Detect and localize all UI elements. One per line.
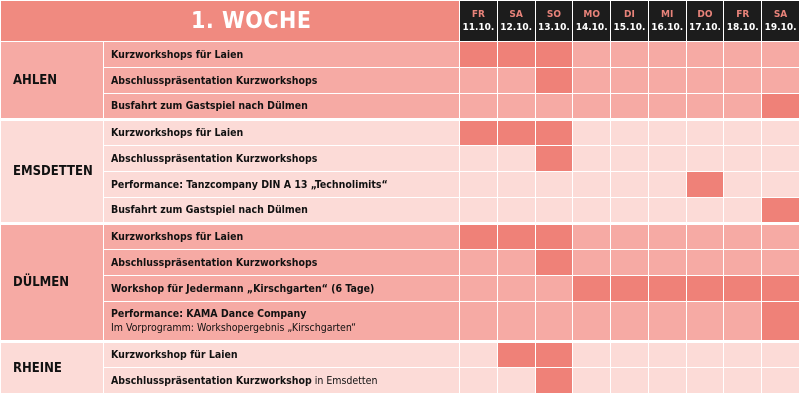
day-date: 16.10.	[651, 22, 684, 33]
day-of-week: MI	[661, 9, 674, 20]
week-title: 1. WOCHE	[1, 1, 460, 42]
activity-text: Abschlusspräsentation Kurzworkshops	[111, 152, 318, 165]
day-date: 14.10.	[575, 22, 608, 33]
day-cell	[724, 68, 762, 94]
active-day-cell	[535, 368, 573, 394]
activity-text: Performance: KAMA Dance Company	[111, 308, 307, 320]
day-cell	[686, 120, 724, 146]
day-cell	[724, 94, 762, 120]
day-cell	[573, 302, 611, 342]
day-cell	[573, 68, 611, 94]
day-cell	[648, 224, 686, 250]
day-header	[460, 1, 498, 42]
day-cell	[724, 250, 762, 276]
day-cell	[686, 68, 724, 94]
header-row	[1, 1, 800, 42]
day-cell	[573, 342, 611, 368]
day-cell	[762, 250, 800, 276]
day-cell	[497, 368, 535, 394]
day-cell	[648, 68, 686, 94]
activity-text: Kurzworkshop für Laien	[111, 349, 238, 361]
city-label: AHLEN	[1, 42, 104, 120]
activity-label	[104, 42, 460, 68]
activity-text: Abschlusspräsentation Kurzworkshop	[111, 374, 312, 387]
active-day-cell	[497, 224, 535, 250]
day-cell	[611, 224, 649, 250]
active-day-cell	[724, 276, 762, 302]
activity-label	[104, 342, 460, 368]
city-label: RHEINE	[1, 342, 104, 394]
active-day-cell	[535, 250, 573, 276]
active-day-cell	[762, 94, 800, 120]
activity-label	[104, 94, 460, 120]
day-header	[535, 1, 573, 42]
schedule-body	[1, 42, 800, 394]
activity-text: Abschlusspräsentation Kurzworkshops	[111, 256, 318, 269]
day-cell	[762, 172, 800, 198]
day-date: 12.10.	[500, 22, 533, 33]
day-cell	[497, 302, 535, 342]
city-label: EMSDETTEN	[1, 120, 104, 224]
day-cell	[535, 94, 573, 120]
day-date: 15.10.	[613, 22, 646, 33]
active-day-cell	[460, 120, 498, 146]
active-day-cell	[762, 302, 800, 342]
day-cell	[724, 302, 762, 342]
day-cell	[460, 94, 498, 120]
day-header	[648, 1, 686, 42]
activity-text: Workshop für Jedermann „Kirschgarten“ (6 Tage)	[111, 282, 375, 295]
schedule-row	[1, 172, 800, 198]
day-cell	[573, 250, 611, 276]
day-cell	[460, 342, 498, 368]
day-cell	[648, 302, 686, 342]
day-cell	[686, 224, 724, 250]
day-cell	[686, 94, 724, 120]
day-cell	[497, 172, 535, 198]
active-day-cell	[460, 42, 498, 68]
activity-text: in Emsdetten	[311, 374, 378, 387]
activity-text: Performance: Tanzcompany DIN A 13 „Technolimits“	[111, 178, 388, 191]
activity-text: Kurzworkshops für Laien	[111, 127, 244, 139]
schedule-row	[1, 368, 800, 394]
day-of-week: DI	[624, 9, 635, 20]
day-cell	[497, 146, 535, 172]
day-cell	[535, 302, 573, 342]
active-day-cell	[762, 276, 800, 302]
day-cell	[724, 198, 762, 224]
day-cell	[611, 172, 649, 198]
day-header	[497, 1, 535, 42]
activity-label	[104, 368, 460, 394]
day-header	[573, 1, 611, 42]
day-cell	[686, 342, 724, 368]
day-cell	[648, 342, 686, 368]
day-cell	[762, 342, 800, 368]
day-cell	[460, 276, 498, 302]
day-of-week: FR	[736, 9, 750, 20]
activity-label	[104, 224, 460, 250]
day-of-week: DO	[697, 9, 713, 20]
activity-text: Kurzworkshops für Laien	[111, 231, 244, 243]
active-day-cell	[573, 276, 611, 302]
activity-label	[104, 172, 460, 198]
day-date: 11.10.	[462, 22, 495, 33]
day-cell	[573, 172, 611, 198]
day-cell	[648, 146, 686, 172]
day-cell	[686, 368, 724, 394]
day-of-week: MO	[583, 9, 600, 20]
day-cell	[611, 368, 649, 394]
day-cell	[648, 42, 686, 68]
day-cell	[648, 198, 686, 224]
day-cell	[724, 342, 762, 368]
day-of-week: SO	[546, 9, 561, 20]
active-day-cell	[611, 276, 649, 302]
active-day-cell	[686, 276, 724, 302]
day-cell	[724, 224, 762, 250]
schedule-row	[1, 146, 800, 172]
day-cell	[497, 198, 535, 224]
activity-label	[104, 250, 460, 276]
schedule-row	[1, 42, 800, 68]
day-cell	[686, 146, 724, 172]
active-day-cell	[460, 224, 498, 250]
active-day-cell	[762, 198, 800, 224]
day-cell	[648, 368, 686, 394]
day-cell	[611, 42, 649, 68]
day-header	[762, 1, 800, 42]
active-day-cell	[535, 42, 573, 68]
day-cell	[762, 68, 800, 94]
day-of-week: SA	[509, 9, 523, 20]
day-cell	[611, 342, 649, 368]
day-cell	[460, 172, 498, 198]
schedule-row	[1, 276, 800, 302]
day-cell	[573, 120, 611, 146]
city-label: DÜLMEN	[1, 224, 104, 342]
day-cell	[724, 172, 762, 198]
day-cell	[648, 172, 686, 198]
activity-text: Busfahrt zum Gastspiel nach Dülmen	[111, 204, 308, 216]
day-cell	[762, 120, 800, 146]
day-cell	[648, 94, 686, 120]
day-cell	[762, 224, 800, 250]
activity-label	[104, 198, 460, 224]
day-cell	[573, 146, 611, 172]
day-cell	[762, 42, 800, 68]
day-of-week: SA	[773, 9, 788, 20]
day-cell	[724, 368, 762, 394]
active-day-cell	[497, 42, 535, 68]
day-cell	[648, 250, 686, 276]
day-cell	[724, 146, 762, 172]
activity-label	[104, 120, 460, 146]
day-cell	[497, 94, 535, 120]
active-day-cell	[497, 120, 535, 146]
day-cell	[497, 276, 535, 302]
day-header	[724, 1, 762, 42]
day-cell	[535, 198, 573, 224]
day-cell	[648, 120, 686, 146]
active-day-cell	[535, 68, 573, 94]
day-cell	[686, 302, 724, 342]
active-day-cell	[535, 224, 573, 250]
day-cell	[611, 250, 649, 276]
day-cell	[460, 198, 498, 224]
schedule-row	[1, 224, 800, 250]
day-cell	[535, 172, 573, 198]
activity-label	[104, 302, 460, 342]
active-day-cell	[648, 276, 686, 302]
day-cell	[497, 250, 535, 276]
day-cell	[573, 94, 611, 120]
activity-text: Im Vorprogramm: Workshopergebnis „Kirschgarten“	[111, 322, 356, 334]
day-cell	[460, 250, 498, 276]
activity-label	[104, 146, 460, 172]
day-cell	[460, 302, 498, 342]
day-cell	[573, 224, 611, 250]
day-date: 13.10.	[537, 22, 570, 33]
day-cell	[724, 42, 762, 68]
schedule-row	[1, 120, 800, 146]
day-cell	[497, 68, 535, 94]
day-cell	[535, 276, 573, 302]
day-header	[686, 1, 724, 42]
day-date: 18.10.	[726, 22, 759, 33]
active-day-cell	[497, 342, 535, 368]
day-cell	[686, 198, 724, 224]
day-cell	[724, 120, 762, 146]
day-cell	[611, 198, 649, 224]
schedule-row	[1, 198, 800, 224]
day-header	[611, 1, 649, 42]
activity-text: Busfahrt zum Gastspiel nach Dülmen	[111, 100, 308, 112]
day-of-week: FR	[471, 9, 485, 20]
day-cell	[611, 120, 649, 146]
schedule-row	[1, 250, 800, 276]
day-date: 19.10.	[764, 22, 797, 33]
day-cell	[573, 42, 611, 68]
day-cell	[611, 94, 649, 120]
day-cell	[762, 368, 800, 394]
day-cell	[762, 146, 800, 172]
activity-label	[104, 68, 460, 94]
day-cell	[686, 42, 724, 68]
activity-text: Abschlusspräsentation Kurzworkshops	[111, 74, 318, 87]
active-day-cell	[535, 146, 573, 172]
day-cell	[611, 146, 649, 172]
day-cell	[686, 250, 724, 276]
active-day-cell	[686, 172, 724, 198]
day-cell	[573, 198, 611, 224]
day-cell	[611, 302, 649, 342]
active-day-cell	[535, 120, 573, 146]
schedule-row	[1, 94, 800, 120]
schedule-row	[1, 68, 800, 94]
day-cell	[460, 368, 498, 394]
day-cell	[460, 68, 498, 94]
day-date: 17.10.	[689, 22, 721, 33]
day-cell	[460, 146, 498, 172]
schedule-row	[1, 342, 800, 368]
activity-text: Kurzworkshops für Laien	[111, 48, 244, 61]
active-day-cell	[535, 342, 573, 368]
day-cell	[573, 368, 611, 394]
schedule-row	[1, 302, 800, 342]
day-cell	[611, 68, 649, 94]
activity-label	[104, 276, 460, 302]
